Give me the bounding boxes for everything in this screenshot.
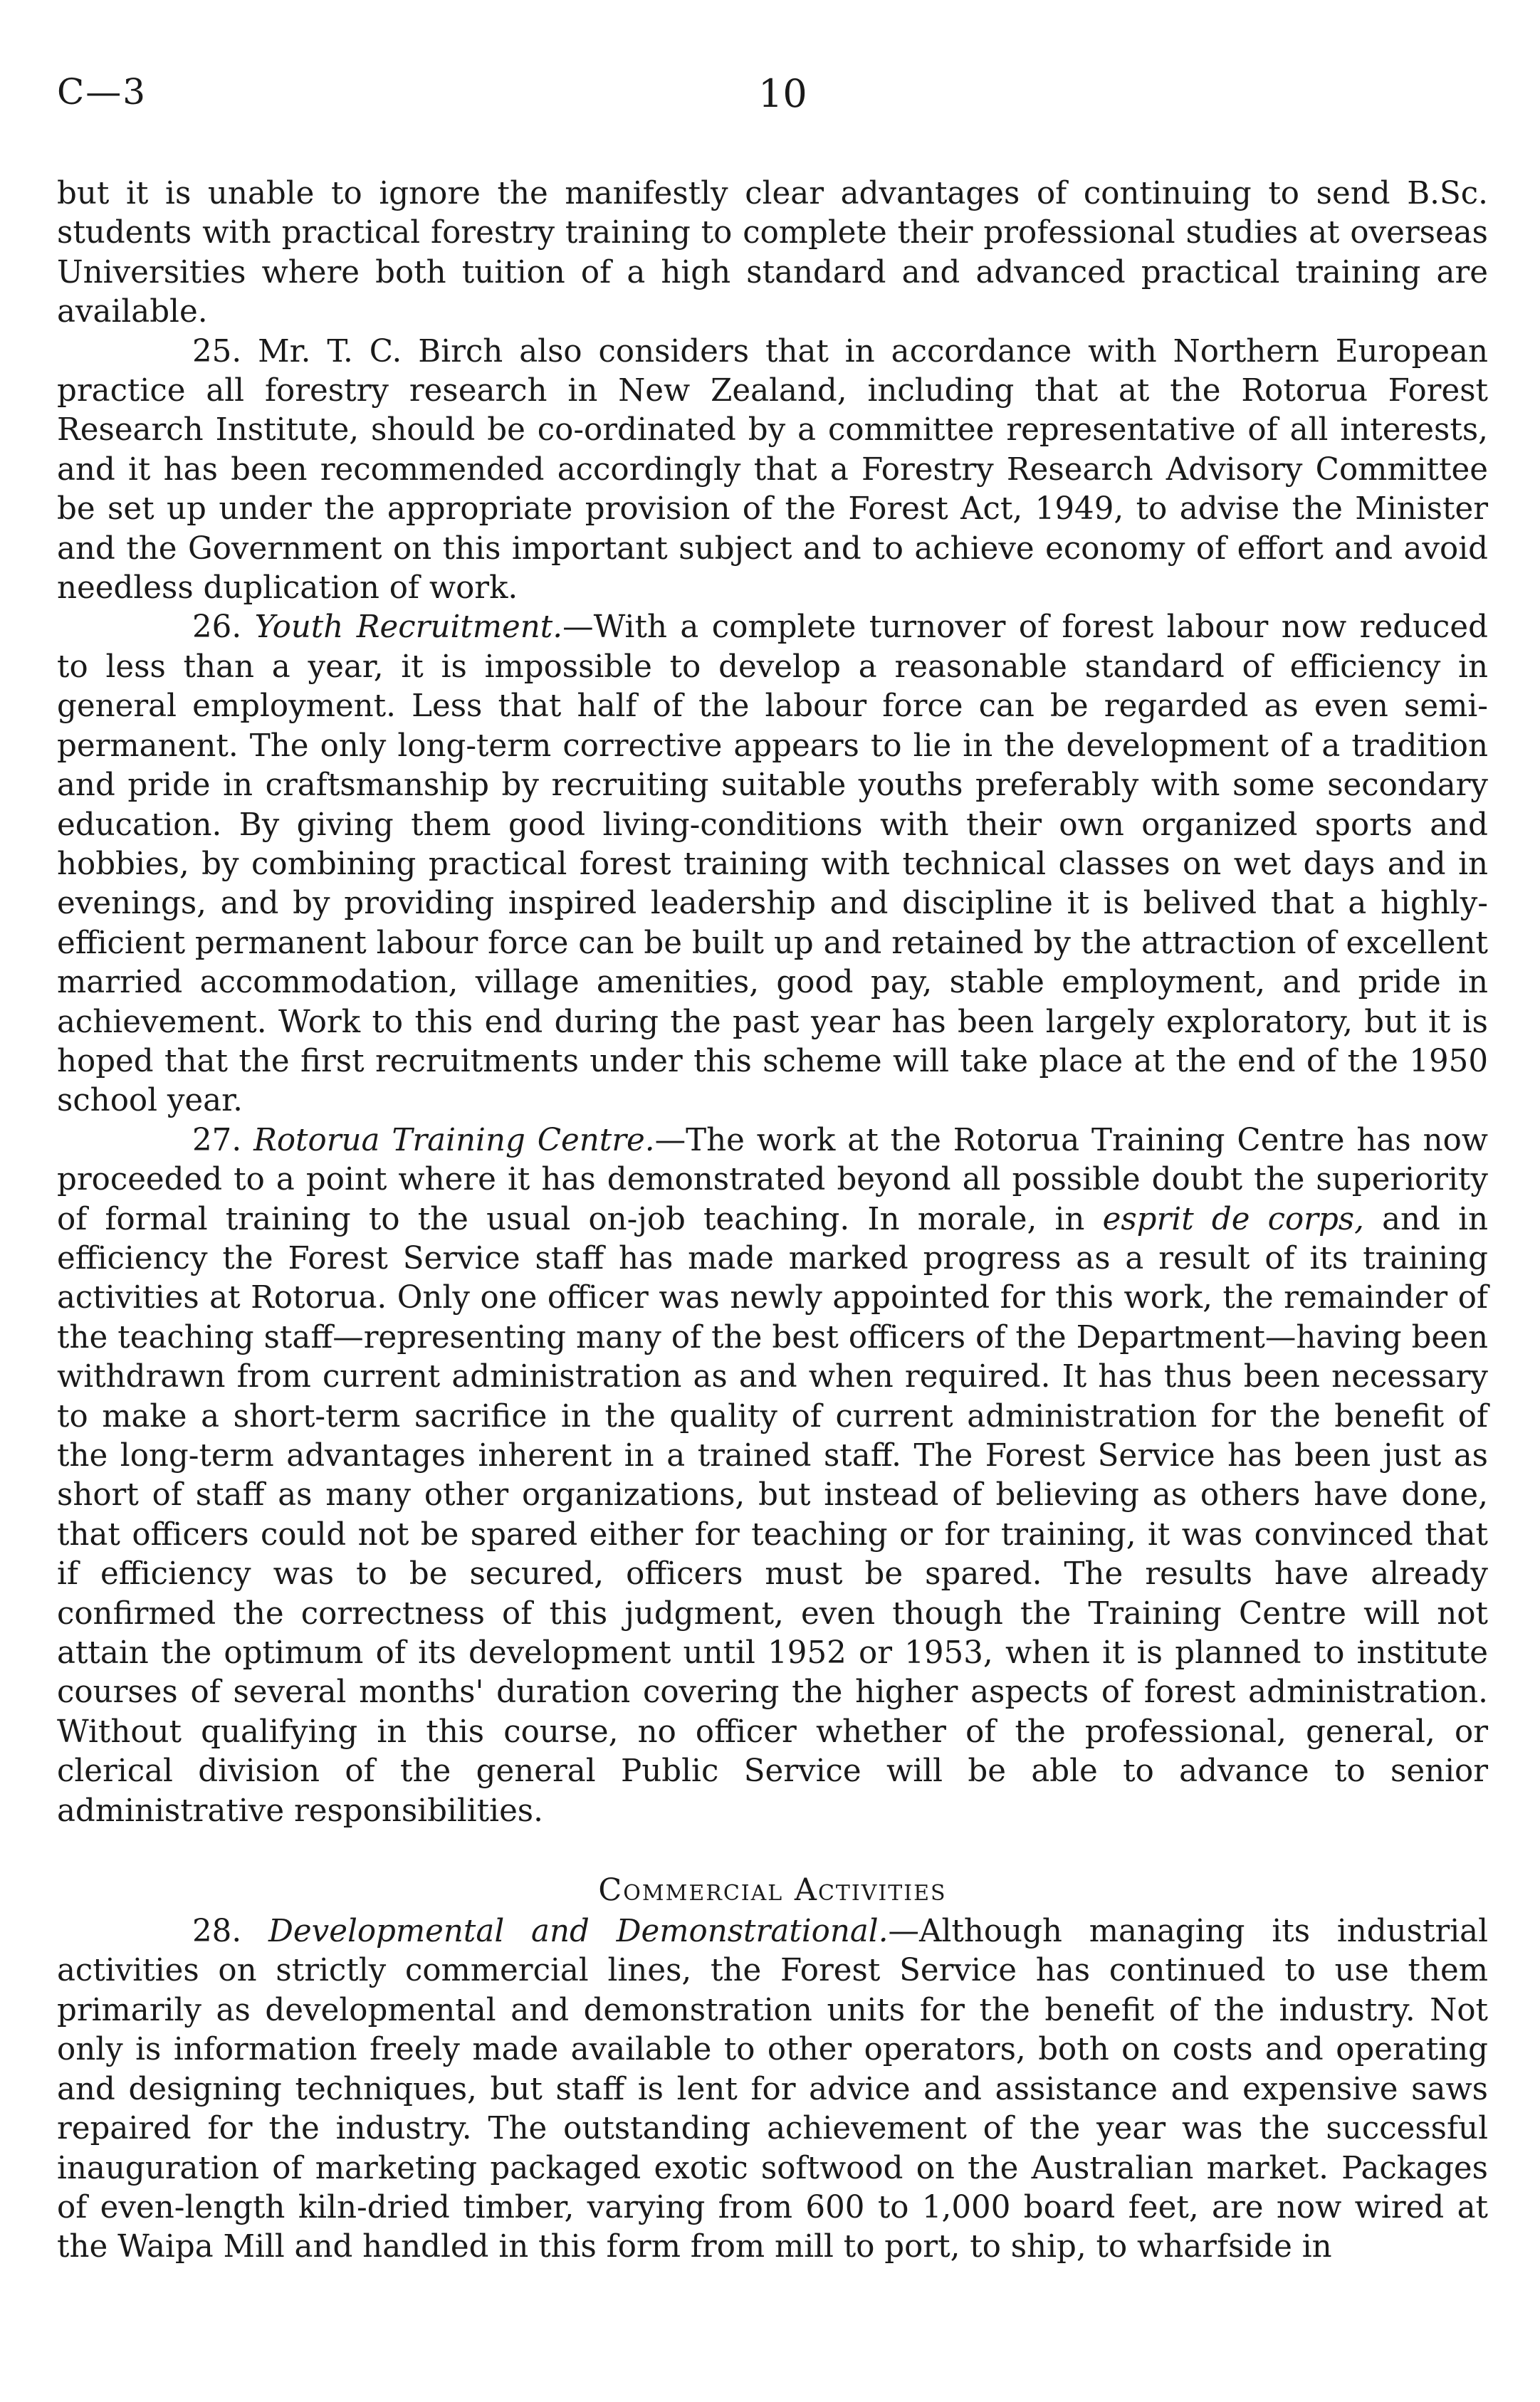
paragraph-26-title: Youth Recruitment.: [254, 609, 563, 646]
paragraph-27-number: 27.: [192, 1122, 242, 1158]
page-header: [57, 71, 1488, 121]
paragraph-26: [57, 608, 1488, 1121]
section-heading: Commercial Activities: [598, 1872, 947, 1909]
page-number: 10: [758, 71, 807, 116]
document-reference: C—3: [57, 71, 147, 112]
body-text: [57, 174, 1488, 2267]
paragraph-28: [57, 1912, 1488, 2267]
paragraph-27-body-b: and in efficiency the Forest Service staff has made marked progress as a result of its training activities at Rotorua. Only one officer was newly appointed for this work, the remainder of the teaching staff—representing many of the best officers of the Department—having been withdrawn from current administration as and when required. It has thus been necessary to make a short-term sacrifice in the quality of current administration for the benefit of the long-term advantages inherent in a trained staff. The Forest Service has been just as short of staff as many other organizations, but instead of believing as others have done, that officers could not be spared either for teaching or for training, it was convinced that if efficiency was to be secured, officers must be spared. The results have already confirmed the correctness of this judgment, even though the Training Centre will not attain the optimum of its development until 1952 or 1953, when it is planned to institute courses of several months' duration covering the higher aspects of forest administration. Without qualifying in this course, no officer whether of the professional, general, or clerical division of the general Public Service will be able to advance to senior administrative responsibilities.: [57, 1201, 1488, 1829]
paragraph-27-body-a: —The work at the Rotorua Training Centre has now proceeded to a point where it has demonstrated beyond all possible doubt the superiority of formal training to the usual on-job teaching. In morale, in: [57, 1122, 1489, 1237]
paragraph-27: [57, 1121, 1488, 1831]
paragraph-27-italic-phrase: esprit de corps,: [1102, 1201, 1364, 1237]
paragraph-28-number: 28.: [192, 1914, 242, 1950]
paragraph-27-title: Rotorua Training Centre.: [253, 1122, 655, 1158]
paragraph-26-number: 26.: [192, 609, 242, 646]
document-page: [57, 0, 1488, 2402]
paragraph-26-body: —With a complete turnover of forest labour now reduced to less than a year, it is impossible to develop a reasonable standard of efficiency in general employment. Less that half of the labour force can be regarded as even semi-permanent. The only long-term corrective appears to lie in the development of a tradition and pride in craftsmanship by recruiting suitable youths preferably with some secondary education. By giving them good living-conditions with their own organized sports and hobbies, by combining practical forest training with technical classes on wet days and in evenings, and by providing inspired leadership and discipline it is belived that a highly-efficient permanent labour force can be built up and retained by the attraction of excellent married accommodation, village amenities, good pay, stable employment, and pride in achievement. Work to this end during the past year has been largely exploratory, but it is hoped that the first recruitments under this scheme will take place at the end of the 1950 school year.: [57, 609, 1489, 1119]
paragraph-28-body: —Although managing its industrial activities on strictly commercial lines, the Forest Service has continued to use them primarily as developmental and demonstration units for the benefit of the industry. Not only is information freely made available to other operators, both on costs and operating and designing techniques, but staff is lent for advice and assistance and expensive saws repaired for the industry. The outstanding achievement of the year was the successful inauguration of marketing packaged exotic softwood on the Australian market. Packages of even-length kiln-dried timber, varying from 600 to 1,000 board feet, are now wired at the Waipa Mill and handled in this form from mill to port, to ship, to wharfside in: [57, 1914, 1488, 2265]
paragraph-28-title: Developmental and Demonstrational.: [268, 1914, 889, 1950]
paragraph-25: 25. Mr. T. C. Birch also considers that in accordance with Northern European practice all forestry research in New Zealand, including that at the Rotorua Forest Research Institute, should be co-ordinated by a committee representative of all interests, and it has been recommended accordingly that a Forestry Research Advisory Committee be set up under the appropriate provision of the Forest Act, 1949, to advise the Minister and the Government on this important subject and to achieve economy of effort and avoid needless duplication of work.: [57, 333, 1488, 607]
paragraph-24-continuation: but it is unable to ignore the manifestly clear advantages of continuing to send B.Sc. students with practical forestry training to complete their professional studies at overseas Universities where both tuition of a high standard and advanced practical training are available.: [57, 176, 1488, 330]
